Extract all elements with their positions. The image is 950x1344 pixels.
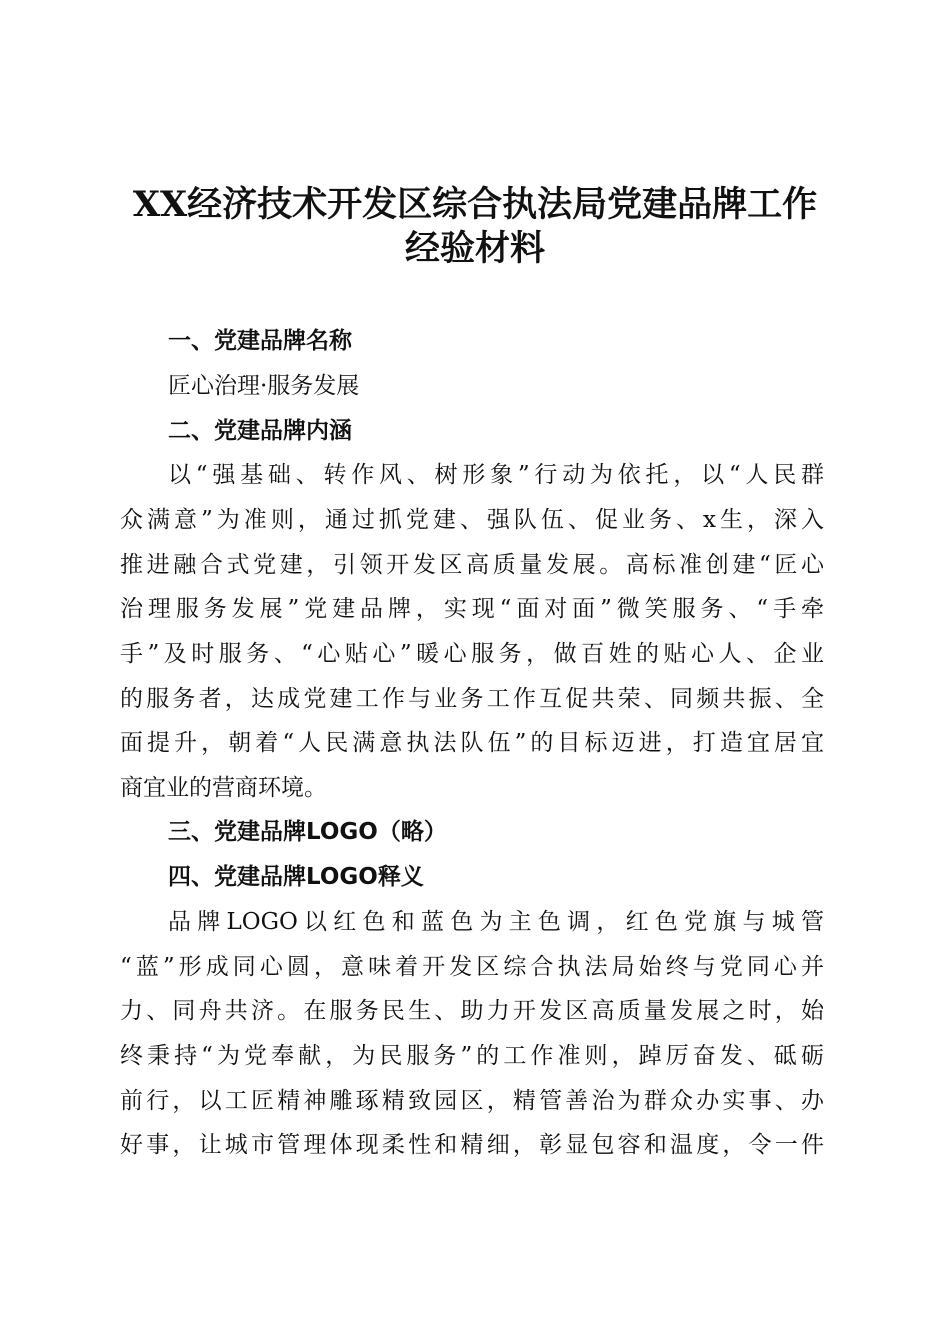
document-title-line-1: XX经济技术开发区综合执法局党建品牌工作 xyxy=(132,184,818,225)
paragraph-line: 品牌LOGO以红色和蓝色为主色调，红色党旗与城管 xyxy=(168,909,824,935)
paragraph-line: 终秉持“为党奉献，为民服务”的工作准则，踔厉奋发、砥砺 xyxy=(120,1043,824,1069)
paragraph-line: “蓝”形成同心圆，意味着开发区综合执法局始终与党同心并 xyxy=(120,954,824,980)
section-heading-logo-meaning: 四、党建品牌LOGO释义 xyxy=(168,864,424,890)
paragraph-line: 众满意”为准则，通过抓党建、强队伍、促业务、x生，深入 xyxy=(120,507,824,533)
document-title-line-2: 经验材料 xyxy=(404,228,545,269)
paragraph-line: 以“强基础、转作风、树形象”行动为依托，以“人民群 xyxy=(168,462,824,488)
brand-name-text: 匠心治理·服务发展 xyxy=(168,373,360,399)
paragraph-line: 手”及时服务、“心贴心”暖心服务，做百姓的贴心人、企业 xyxy=(120,641,824,667)
paragraph-line: 商宜业的营商环境。 xyxy=(120,775,327,801)
paragraph-line: 面提升，朝着“人民满意执法队伍”的目标迈进，打造宜居宜 xyxy=(120,730,824,756)
paragraph-line: 前行，以工匠精神雕琢精致园区，精管善治为群众办实事、办 xyxy=(120,1088,824,1114)
section-heading-brand-connotation: 二、党建品牌内涵 xyxy=(168,418,352,444)
paragraph-line: 治理服务发展”党建品牌，实现“面对面”微笑服务、“手牵 xyxy=(120,596,824,622)
paragraph-line: 好事，让城市管理体现柔性和精细，彰显包容和温度，令一件 xyxy=(120,1132,824,1158)
section-heading-brand-name: 一、党建品牌名称 xyxy=(168,328,352,354)
section-heading-brand-logo: 三、党建品牌LOGO（略） xyxy=(168,819,447,845)
paragraph-line: 力、同舟共济。在服务民生、助力开发区高质量发展之时，始 xyxy=(120,998,824,1024)
paragraph-line: 推进融合式党建，引领开发区高质量发展。高标准创建“匠心 xyxy=(120,552,824,578)
paragraph-line: 的服务者，达成党建工作与业务工作互促共荣、同频共振、全 xyxy=(120,686,824,712)
